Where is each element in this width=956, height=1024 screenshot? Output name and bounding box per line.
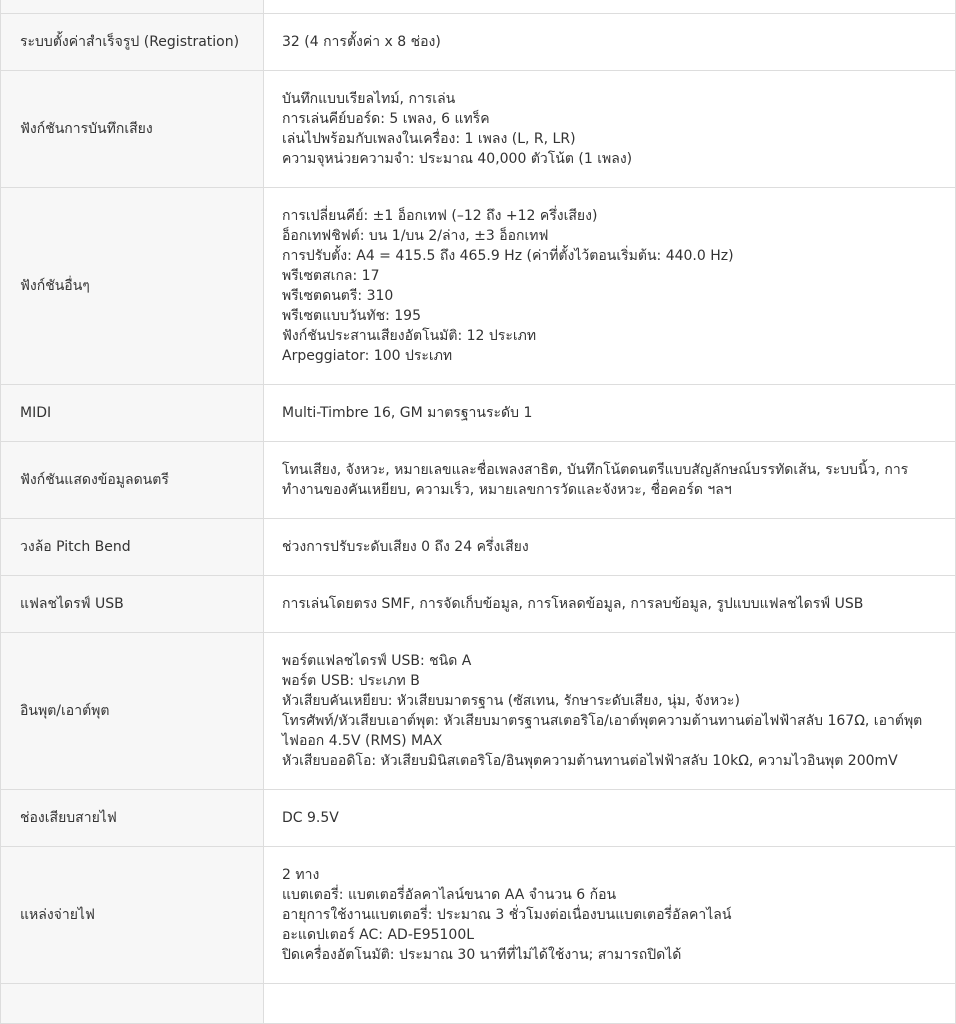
table-row [1,790,956,847]
spec-value [264,984,956,1024]
spec-value-line: ปิดเครื่องอัตโนมัติ: ประมาณ 30 นาทีที่ไม่ได้ใช้งาน; สามารถปิดได้ [282,947,682,963]
spec-value-line: ความจุหน่วยความจำ: ประมาณ 40,000 ตัวโน้ต (1 เพลง) [282,151,633,167]
spec-value [264,0,956,14]
spec-value-line: บันทึกแบบเรียลไทม์, การเล่น [282,91,456,107]
spec-value-line: เล่นไปพร้อมกับเพลงในเครื่อง: 1 เพลง (L, R, LR) [282,131,576,147]
table-row [1,847,956,984]
spec-value [264,519,956,576]
spec-value-line: อายุการใช้งานแบตเตอรี่: ประมาณ 3 ชั่วโมงต่อเนื่องบนแบตเตอรี่อัลคาไลน์ [282,907,732,923]
spec-value [264,847,956,984]
spec-value-line: หัวเสียบออดิโอ: หัวเสียบมินิสเตอริโอ/อินพุตความต้านทานต่อไฟฟ้าสลับ 10kΩ, ความไวอินพุต 200mV [282,753,898,769]
spec-value [264,385,956,442]
spec-value-line: Multi-Timbre 16, GM มาตรฐานระดับ 1 [282,405,533,421]
table-row [1,519,956,576]
table-row [1,633,956,790]
spec-label: ฟังก์ชันการบันทึกเสียง [1,71,264,188]
spec-value-line: โทรศัพท์/หัวเสียบเอาต์พุต: หัวเสียบมาตรฐานสเตอริโอ/เอาต์พุตความต้านทานต่อไฟฟ้าสลับ 167Ω, เอาต์พุตไฟออก 4.5V (RMS) MAX [282,713,923,749]
spec-label: MIDI [1,385,264,442]
table-row [1,984,956,1024]
spec-value-line: พอร์ต USB: ประเภท B [282,673,420,689]
spec-value-line: ฟังก์ชันประสานเสียงอัตโนมัติ: 12 ประเภท [282,328,537,344]
spec-value-line: พอร์ตแฟลชไดรฟ์ USB: ชนิด A [282,653,472,669]
spec-value-line: ช่วงการปรับระดับเสียง 0 ถึง 24 ครึ่งเสียง [282,539,529,555]
spec-value [264,633,956,790]
spec-value-line: อะแดปเตอร์ AC: AD-E95100L [282,927,475,943]
spec-label: ช่องเสียบสายไฟ [1,790,264,847]
spec-value-line: การปรับตั้ง: A4 = 415.5 ถึง 465.9 Hz (ค่าที่ตั้งไว้ตอนเริ่มต้น: 440.0 Hz) [282,248,734,264]
spec-value [264,14,956,71]
spec-label [1,0,264,14]
spec-value-line: อ็อกเทฟชิฟต์: บน 1/บน 2/ล่าง, ±3 อ็อกเทฟ [282,228,549,244]
spec-value-line: โทนเสียง, จังหวะ, หมายเลขและชื่อเพลงสาธิต, บันทึกโน้ตดนตรีแบบสัญลักษณ์บรรทัดเส้น, ระบบนิ้ว, การทำงานของคันเหยียบ, ความเร็ว, หมายเลขการวัดและจังหวะ, ชื่อคอร์ด ฯลฯ [282,462,909,498]
spec-label: วงล้อ Pitch Bend [1,519,264,576]
table-row [1,71,956,188]
spec-label: ระบบตั้งค่าสำเร็จรูป (Registration) [1,14,264,71]
spec-value-line: 32 (4 การตั้งค่า x 8 ช่อง) [282,34,441,50]
spec-value-line: การเล่นโดยตรง SMF, การจัดเก็บข้อมูล, การโหลดข้อมูล, การลบข้อมูล, รูปแบบแฟลชไดรฟ์ USB [282,596,864,612]
spec-label: ฟังก์ชันอื่นๆ [1,188,264,385]
spec-value-line: Arpeggiator: 100 ประเภท [282,348,453,364]
table-row [1,442,956,519]
spec-value [264,188,956,385]
spec-value-line: การเปลี่ยนคีย์: ±1 อ็อกเทฟ (–12 ถึง +12 ครึ่งเสียง) [282,208,598,224]
spec-value-line: พรีเซตสเกล: 17 [282,268,380,284]
spec-value [264,576,956,633]
spec-value [264,790,956,847]
spec-value [264,71,956,188]
spec-label: อินพุต/เอาต์พุต [1,633,264,790]
spec-label: แฟลชไดรฟ์ USB [1,576,264,633]
spec-value [264,442,956,519]
table-row [1,385,956,442]
spec-value-line: พรีเซตแบบวันทัช: 195 [282,308,421,324]
spec-value-line: การเล่นคีย์บอร์ด: 5 เพลง, 6 แทร็ค [282,111,490,127]
table-row [1,188,956,385]
table-row [1,0,956,14]
spec-label: แหล่งจ่ายไฟ [1,847,264,984]
table-row [1,14,956,71]
spec-value-line: 2 ทาง [282,867,320,883]
spec-value-line: DC 9.5V [282,810,339,826]
spec-value-line: แบตเตอรี่: แบตเตอรี่อัลคาไลน์ขนาด AA จำนวน 6 ก้อน [282,887,617,903]
spec-value-line: หัวเสียบคันเหยียบ: หัวเสียบมาตรฐาน (ซัสเทน, รักษาระดับเสียง, นุ่ม, จังหวะ) [282,693,740,709]
table-row [1,576,956,633]
spec-label [1,984,264,1024]
spec-value-line: พรีเซตดนตรี: 310 [282,288,394,304]
spec-label: ฟังก์ชันแสดงข้อมูลดนตรี [1,442,264,519]
